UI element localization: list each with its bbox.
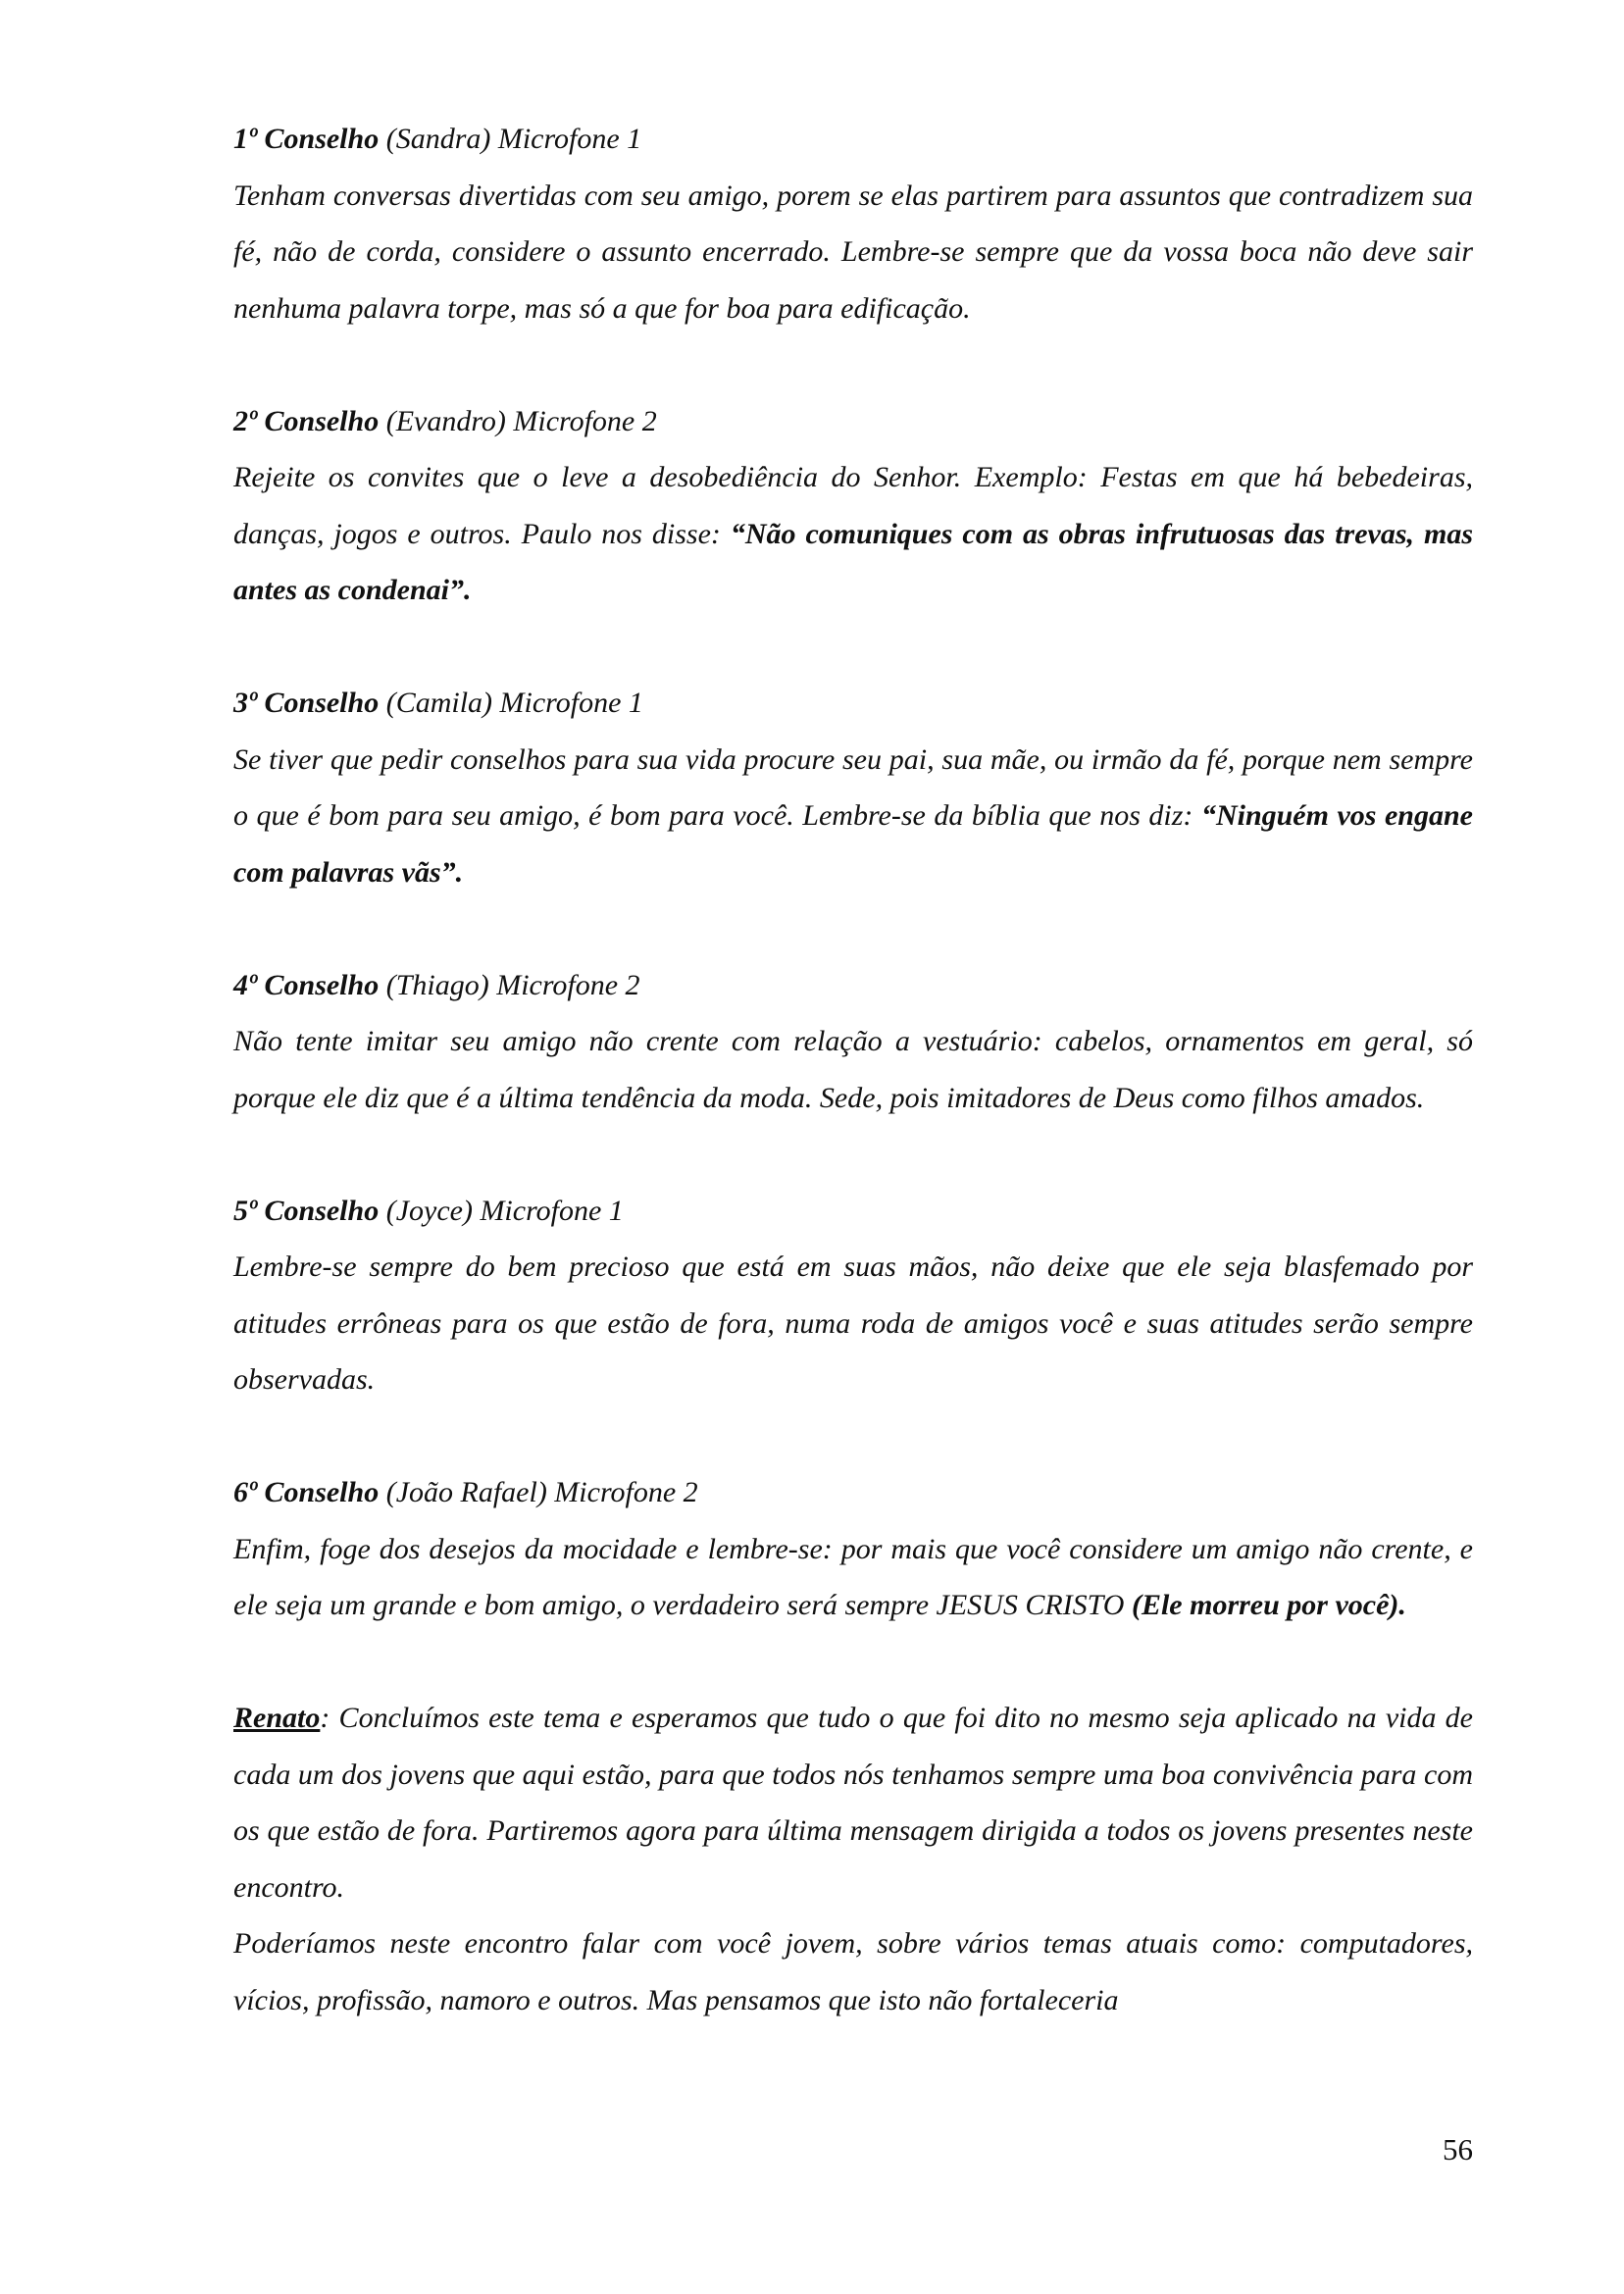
council-title: 6º Conselho (233, 1476, 380, 1508)
council-speaker: (João Rafael) Microfone 2 (379, 1476, 698, 1508)
council-title: 1º Conselho (233, 123, 380, 155)
council-2 (233, 393, 1473, 619)
council-5 (233, 1183, 1473, 1408)
page-body (233, 111, 1473, 2028)
council-title: 2º Conselho (233, 404, 380, 437)
council-body: Tenham conversas divertidas com seu amigo, porem se elas partirem para assuntos que contradizem sua fé, não de corda, considere o assunto encerrado. Lembre-se sempre que da vossa boca não deve sair nenhuma palavra torpe, mas só a que for boa para edificação. (233, 178, 1473, 325)
council-title: 3º Conselho (233, 687, 380, 719)
council-heading (233, 1464, 1473, 1521)
page-number: 56 (1443, 2132, 1473, 2167)
council-text (233, 168, 1473, 337)
closing-text: : Concluímos este tema e esperamos que tudo o que foi dito no mesmo seja aplicado na vida de cada um dos jovens que aqui estão, para que todos nós tenhamos sempre uma boa convivência para com os que estão de fora. Partiremos agora para última mensagem dirigida a todos os jovens presentes neste encontro. (233, 1702, 1473, 1904)
council-speaker: (Thiago) Microfone 2 (379, 968, 640, 1001)
council-text (233, 732, 1473, 901)
council-3 (233, 675, 1473, 900)
closing-paragraph (233, 1690, 1473, 1915)
council-heading (233, 111, 1473, 168)
council-speaker: (Camila) Microfone 1 (379, 687, 643, 719)
council-speaker: (Joyce) Microfone 1 (379, 1194, 624, 1227)
council-6 (233, 1464, 1473, 1634)
council-heading (233, 957, 1473, 1014)
council-heading (233, 675, 1473, 732)
council-4 (233, 957, 1473, 1127)
closing-speech (233, 1690, 1473, 2028)
closing-speaker: Renato (233, 1702, 321, 1734)
council-heading (233, 1183, 1473, 1240)
council-heading (233, 393, 1473, 450)
council-body: Lembre-se sempre do bem precioso que está em suas mãos, não deixe que ele seja blasfemado por atitudes errôneas para os que estão de fora, numa roda de amigos você e suas atitudes serão sempre observadas. (233, 1250, 1473, 1396)
council-quote: “Ninguém vos engane com palavras vãs”. (233, 799, 1473, 889)
council-text (233, 1521, 1473, 1634)
council-body: Se tiver que pedir conselhos para sua vida procure seu pai, sua mãe, ou irmão da fé, porque nem sempre o que é bom para seu amigo, é bom para você. Lembre-se da bíblia que nos diz: (233, 742, 1473, 832)
closing-continuation: Poderíamos neste encontro falar com você jovem, sobre vários temas atuais como: computadores, vícios, profissão, namoro e outros. Mas pensamos que isto não fortaleceria (233, 1927, 1473, 2016)
council-body: Rejeite os convites que o leve a desobediência do Senhor. Exemplo: Festas em que há bebedeiras, danças, jogos e outros. Paulo nos disse: (233, 461, 1473, 550)
council-quote: “Não comuniques com as obras infrutuosas das trevas, mas antes as condenai”. (233, 517, 1473, 606)
council-body: Enfim, foge dos desejos da mocidade e lembre-se: por mais que você considere um amigo não crente, e ele seja um grande e bom amigo, o verdadeiro será sempre JESUS CRISTO (233, 1532, 1473, 1621)
council-text (233, 1239, 1473, 1408)
council-1 (233, 111, 1473, 336)
council-body: Não tente imitar seu amigo não crente com relação a vestuário: cabelos, ornamentos em geral, só porque ele diz que é a última tendência da moda. Sede, pois imitadores de Deus como filhos amados. (233, 1025, 1473, 1114)
council-title: 4º Conselho (233, 968, 380, 1001)
council-speaker: (Evandro) Microfone 2 (379, 404, 657, 437)
council-title: 5º Conselho (233, 1194, 380, 1227)
council-speaker: (Sandra) Microfone 1 (379, 123, 642, 155)
council-text (233, 449, 1473, 619)
council-quote: (Ele morreu por você). (1131, 1589, 1406, 1621)
council-text (233, 1013, 1473, 1126)
